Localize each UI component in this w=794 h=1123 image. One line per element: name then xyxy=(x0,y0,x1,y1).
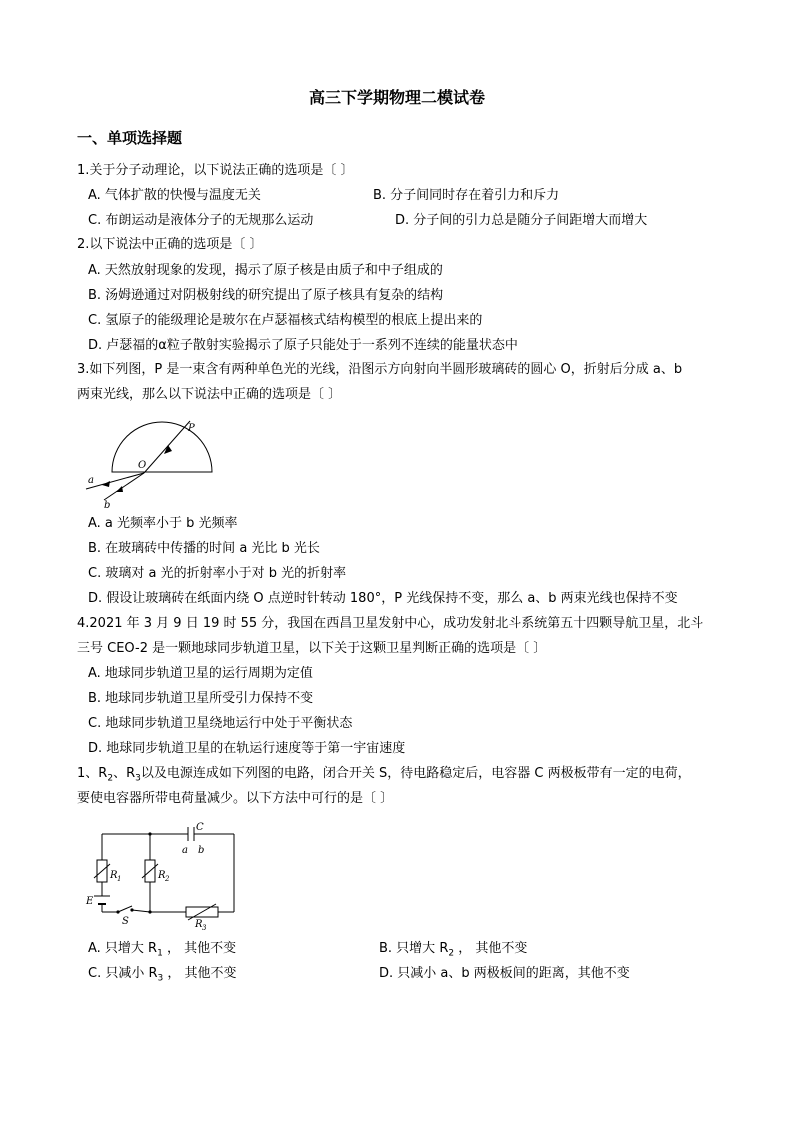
label-r2-sub: 2 xyxy=(165,875,170,883)
q4-option-c: C. 地球同步轨道卫星绕地运行中处于平衡状态 xyxy=(88,716,353,731)
switch-s xyxy=(118,906,132,912)
label-cap-b: b xyxy=(198,845,205,856)
label-p: P xyxy=(188,423,195,434)
q4-stem-line1: 4.2021 年 3 月 9 日 19 时 55 分，我国在西昌卫星发射中心，成功发射北斗系统第五十四颗导航卫星，北斗 xyxy=(77,616,704,631)
q2-option-d: D. 卢瑟福的α粒子散射实验揭示了原子只能处于一系列不连续的能量状态中 xyxy=(88,338,518,353)
q2-stem: 2.以下说法中正确的选项是〔 〕 xyxy=(77,237,263,252)
q1-option-c: C. 布朗运动是液体分子的无规那么运动 xyxy=(88,213,314,228)
label-r3-sub: 3 xyxy=(202,924,207,932)
q5-option-b: B. 只增大 $R_2$ ， 其他不变 xyxy=(379,941,528,959)
arrow-b xyxy=(116,486,123,492)
q5-option-c: C. 只减小 $R_3$ ， 其他不变 xyxy=(88,966,237,984)
semicircle-glass xyxy=(112,422,212,472)
q3-semicircle-diagram xyxy=(80,415,220,515)
q5-circuit-diagram xyxy=(82,820,242,930)
q1-stem: 1.关于分子动理论，以下说法正确的选项是〔 〕 xyxy=(77,163,354,178)
ray-b xyxy=(104,473,144,500)
label-r3: R xyxy=(195,919,203,930)
q4-option-d: D. 地球同步轨道卫星的在轨运行速度等于第一宇宙速度 xyxy=(88,741,406,756)
q1-option-d: D. 分子间的引力总是随分子间距增大而增大 xyxy=(395,213,648,228)
q4-stem-line2: 三号 CEO-2 是一颗地球同步轨道卫星，以下关于这颗卫星判断正确的选项是〔 〕 xyxy=(77,641,547,656)
q4-option-a: A. 地球同步轨道卫星的运行周期为定值 xyxy=(88,666,313,681)
label-c: C xyxy=(196,822,204,833)
q2-option-a: A. 天然放射现象的发现，揭示了原子核是由质子和中子组成的 xyxy=(88,263,443,278)
q3-option-b: B. 在玻璃砖中传播的时间 a 光比 b 光长 xyxy=(88,541,320,556)
label-a: a xyxy=(88,475,94,486)
label-r1: R xyxy=(110,870,118,881)
q5-option-d: D. 只减小 a、b 两极板间的距离，其他不变 xyxy=(379,966,630,981)
q1-option-b: B. 分子间同时存在着引力和斥力 xyxy=(373,188,560,203)
label-cap-a: a xyxy=(182,845,188,856)
ray-a xyxy=(86,473,144,489)
q4-option-b: B. 地球同步轨道卫星所受引力保持不变 xyxy=(88,691,314,706)
label-r2: R xyxy=(158,870,166,881)
q5-stem-line2: 要使电容器所带电荷量减少。以下方法中可行的是〔 〕 xyxy=(77,791,394,806)
q5-stem-line1: 1、$R_2$、$R_3$以及电源连成如下列图的电路，闭合开关 S，待电路稳定后，电容器 C 两极板带有一定的电荷， xyxy=(77,766,691,784)
q2-option-c: C. 氢原子的能级理论是玻尔在卢瑟福核式结构模型的根底上提出来的 xyxy=(88,313,483,328)
q5-option-a: A. 只增大 $R_1$ ， 其他不变 xyxy=(88,941,237,959)
q3-stem-line2: 两束光线，那么以下说法中正确的选项是〔 〕 xyxy=(77,387,342,402)
label-b: b xyxy=(104,500,111,511)
section-heading: 一、单项选择题 xyxy=(77,129,183,147)
label-r1-sub: 1 xyxy=(117,875,122,883)
q3-option-d: D. 假设让玻璃砖在纸面内绕 O 点逆时针转动 180°，P 光线保持不变，那么 a、b 两束光线也保持不变 xyxy=(88,591,678,606)
q3-option-c: C. 玻璃对 a 光的折射率小于对 b 光的折射率 xyxy=(88,566,347,581)
label-e: E xyxy=(86,896,94,907)
label-o: O xyxy=(138,460,147,471)
page-title: 高三下学期物理二模试卷 xyxy=(308,88,485,107)
q2-option-b: B. 汤姆逊通过对阴极射线的研究提出了原子核具有复杂的结构 xyxy=(88,288,444,303)
q1-option-a: A. 气体扩散的快慢与温度无关 xyxy=(88,188,261,203)
q3-option-a: A. a 光频率小于 b 光频率 xyxy=(88,516,238,531)
q3-stem-line1: 3.如下列图，P 是一束含有两种单色光的光线，沿图示方向射向半圆形玻璃砖的圆心 O，折射后分成 a、b xyxy=(77,362,683,377)
label-s: S xyxy=(122,916,129,927)
incident-ray-p xyxy=(144,421,190,473)
